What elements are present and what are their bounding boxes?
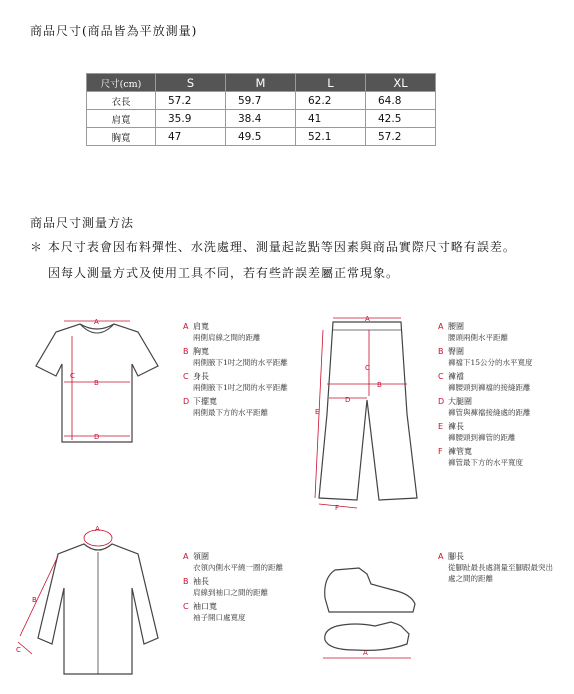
legend-item: B 胸寬 兩側腋下1吋之間的水平距離 (183, 347, 288, 367)
foot-mark-a: A (363, 649, 368, 657)
pants-mark-a: A (365, 315, 370, 323)
legend-item: C 身長 兩側腋下1吋之間的水平距離 (183, 372, 288, 392)
legend-item: B 袖長 肩線到袖口之間的距離 (183, 577, 268, 597)
table-cell: 42.5 (366, 110, 436, 128)
header-size-s: S (156, 74, 226, 92)
legend-item: D 大腿圍 褲管與褲襠接縫處的距離 (438, 397, 531, 417)
legend-item: A 領圍 衣領內側水平繞一圈的距離 (183, 552, 283, 572)
table-row (87, 110, 436, 128)
legend-item: C 褲襠 褲腰頭到褲襠的接縫距離 (438, 372, 531, 392)
size-section-title: 商品尺寸(商品皆為平放測量) (30, 24, 198, 38)
row-label: 肩寬 (87, 110, 156, 128)
pants-diagram (305, 314, 425, 512)
row-label: 衣長 (87, 92, 156, 110)
note-line-2: 因每人測量方式及使用工具不同，若有些許誤差屬正常現象。 (48, 266, 400, 280)
foot-diagram (315, 560, 425, 668)
legend-item: E 褲長 褲腰頭到褲管的距離 (438, 422, 516, 442)
table-cell: 57.2 (366, 128, 436, 146)
legend-item: B 臀圍 褲襠下15公分的水平寬度 (438, 347, 533, 367)
method-section-title: 商品尺寸測量方法 (30, 216, 135, 230)
tshirt-diagram (30, 312, 165, 452)
table-cell: 62.2 (296, 92, 366, 110)
legend-item: A 腳長 從腳趾最長處測量至腳跟最突出處之間的距離 (438, 552, 553, 583)
table-cell: 52.1 (296, 128, 366, 146)
shirt-mark-b: B (32, 596, 37, 604)
table-row (87, 128, 436, 146)
table-cell: 35.9 (156, 110, 226, 128)
size-table (86, 73, 436, 146)
pants-mark-e: E (315, 408, 320, 416)
legend-item: A 腰圍 腰頭兩側水平距離 (438, 322, 508, 342)
header-unit: 尺寸(cm) (87, 74, 156, 92)
legend-item: A 肩寬 兩側肩線之間的距離 (183, 322, 261, 342)
legend-item: D 下擺寬 兩側最下方的水平距離 (183, 397, 268, 417)
pants-mark-d: D (345, 396, 351, 404)
size-table-header (87, 74, 436, 92)
tshirt-mark-b: B (94, 379, 99, 387)
table-cell: 57.2 (156, 92, 226, 110)
shirt-legend (183, 551, 283, 626)
table-row (87, 92, 436, 110)
table-cell: 64.8 (366, 92, 436, 110)
header-size-m: M (226, 74, 296, 92)
tshirt-legend (183, 321, 288, 421)
legend-item: C 袖口寬 袖子開口處寬度 (183, 602, 246, 622)
tshirt-mark-d: D (94, 433, 100, 441)
pants-mark-f: F (335, 504, 340, 512)
table-cell: 59.7 (226, 92, 296, 110)
pants-mark-c: C (365, 364, 370, 372)
header-size-l: L (296, 74, 366, 92)
table-cell: 38.4 (226, 110, 296, 128)
pants-mark-b: B (377, 381, 382, 389)
foot-legend (438, 551, 558, 587)
header-size-xl: XL (366, 74, 436, 92)
shirt-mark-a: A (95, 525, 100, 533)
pants-legend (438, 321, 533, 471)
tshirt-mark-a: A (94, 318, 99, 326)
table-cell: 49.5 (226, 128, 296, 146)
tshirt-mark-c: C (70, 372, 75, 380)
legend-item: F 褲管寬 褲管最下方的水平寬度 (438, 447, 523, 467)
note-line-1: ＊ 本尺寸表會因布料彈性、水洗處理、測量起訖點等因素與商品實際尺寸略有誤差。 (30, 240, 516, 254)
shirt-mark-c: C (16, 646, 21, 654)
shirt-diagram (8, 518, 168, 678)
row-label: 胸寬 (87, 128, 156, 146)
table-cell: 47 (156, 128, 226, 146)
table-cell: 41 (296, 110, 366, 128)
